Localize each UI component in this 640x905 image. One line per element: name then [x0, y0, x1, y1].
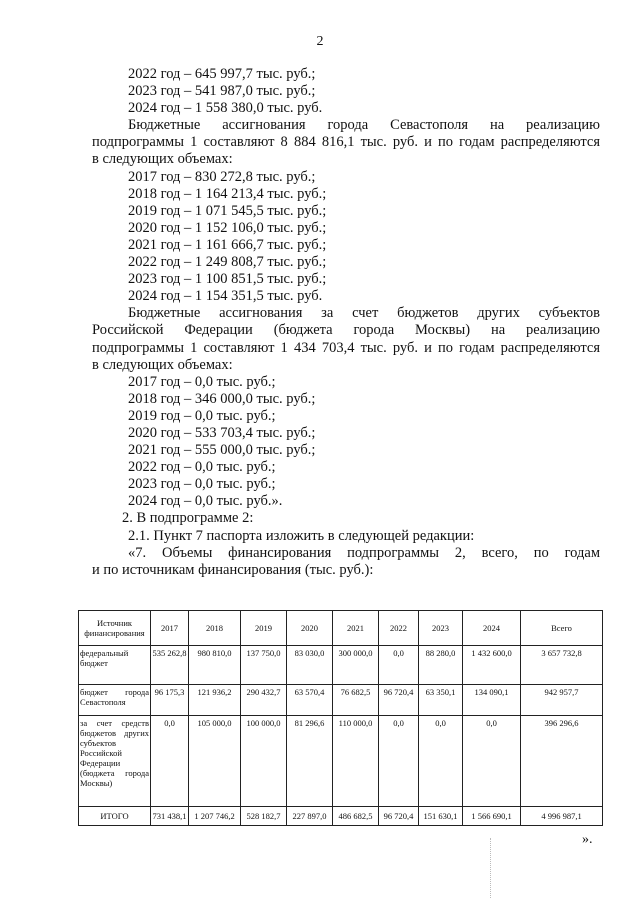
year-line: 2020 год – 1 152 106,0 тыс. руб.; [128, 219, 327, 236]
table-cell: 0,0 [379, 716, 419, 807]
table-cell: 96 720,4 [379, 807, 419, 826]
table-row [79, 646, 603, 685]
table-cell: 4 996 987,1 [521, 807, 603, 826]
table-header-cell: Всего [521, 611, 603, 646]
table-header-cell: 2019 [241, 611, 287, 646]
table-cell: 83 030,0 [287, 646, 333, 685]
table-cell: 63 570,4 [287, 685, 333, 716]
table-header-row [79, 611, 603, 646]
table-cell: 76 682,5 [333, 685, 379, 716]
year-line: 2022 год – 0,0 тыс. руб.; [128, 459, 276, 476]
table-header-cell: 2023 [419, 611, 463, 646]
table-cell: 0,0 [379, 646, 419, 685]
paragraph-sevastopol-budget [92, 117, 600, 168]
text-line: и по источникам финансирования (тыс. руб.): [92, 561, 374, 578]
table-cell: 88 280,0 [419, 646, 463, 685]
table-row [79, 685, 603, 716]
table-cell: 980 810,0 [189, 646, 241, 685]
financing-table [78, 610, 603, 826]
year-line: 2021 год – 555 000,0 тыс. руб.; [128, 442, 316, 459]
table-cell: 63 350,1 [419, 685, 463, 716]
table-cell: 0,0 [151, 716, 189, 807]
table-cell: 0,0 [419, 716, 463, 807]
table-cell: 227 897,0 [287, 807, 333, 826]
section-heading: 2. В подпрограмме 2: [122, 510, 254, 527]
year-line: 2020 год – 533 703,4 тыс. руб.; [128, 424, 316, 441]
scan-fold-mark [490, 838, 491, 898]
text-line: Бюджетные ассигнования за счет бюджетов других субъектов [128, 305, 600, 322]
table-cell: 151 630,1 [419, 807, 463, 826]
table-header-cell: 2020 [287, 611, 333, 646]
text-line: Российской Федерации (бюджета города Москвы) на реализацию [92, 322, 600, 339]
table-cell: 528 182,7 [241, 807, 287, 826]
table-header-cell: Источник финансирования [79, 611, 151, 646]
table-cell: 290 432,7 [241, 685, 287, 716]
year-line: 2017 год – 830 272,8 тыс. руб.; [128, 168, 316, 185]
paragraph-financing-volumes [92, 545, 600, 579]
text-line: 2023 год – 541 987,0 тыс. руб.; [128, 83, 316, 100]
table-cell: 535 262,8 [151, 646, 189, 685]
table-cell: 134 090,1 [463, 685, 521, 716]
table-cell: 121 936,2 [189, 685, 241, 716]
text-line: «7. Объемы финансирования подпрограммы 2, всего, по годам [128, 544, 600, 561]
table-header-cell: 2021 [333, 611, 379, 646]
closing-quote: ». [582, 832, 593, 847]
table-cell: 137 750,0 [241, 646, 287, 685]
row-label: бюджет города Севастополя [79, 685, 151, 716]
year-line: 2018 год – 346 000,0 тыс. руб.; [128, 390, 316, 407]
table-cell: 1 566 690,1 [463, 807, 521, 826]
table-cell: 81 296,6 [287, 716, 333, 807]
year-line: 2019 год – 1 071 545,5 тыс. руб.; [128, 202, 327, 219]
document-body [92, 66, 600, 579]
table-header-cell: 2022 [379, 611, 419, 646]
text-line: подпрограммы 1 составляют 8 884 816,1 тыс. руб. и по годам распределяются [92, 134, 600, 151]
paragraph-moscow-budget [92, 305, 600, 373]
table-cell: 300 000,0 [333, 646, 379, 685]
year-line: 2022 год – 1 249 808,7 тыс. руб.; [128, 254, 327, 271]
text-line: в следующих объемах: [92, 356, 233, 373]
year-line: 2024 год – 0,0 тыс. руб.». [128, 493, 283, 510]
row-label: федеральный бюджет [79, 646, 151, 685]
table-header-cell: 2018 [189, 611, 241, 646]
table-cell: 486 682,5 [333, 807, 379, 826]
table-row [79, 716, 603, 807]
table-cell: 396 296,6 [521, 716, 603, 807]
table-cell: 96 175,3 [151, 685, 189, 716]
table-cell: 110 000,0 [333, 716, 379, 807]
year-line: 2017 год – 0,0 тыс. руб.; [128, 373, 276, 390]
table-cell: 96 720,4 [379, 685, 419, 716]
text-line: 2022 год – 645 997,7 тыс. руб.; [128, 66, 316, 82]
table-cell: 100 000,0 [241, 716, 287, 807]
text-line: 2024 год – 1 558 380,0 тыс. руб. [128, 100, 323, 117]
text-line: Бюджетные ассигнования города Севастополя на реализацию [128, 117, 600, 134]
table-cell: 3 657 732,8 [521, 646, 603, 685]
text-line: подпрограммы 1 составляют 1 434 703,4 тыс. руб. и по годам распределяются [92, 339, 600, 356]
row-label: ИТОГО [79, 807, 151, 826]
row-label: за счет средств бюджетов других субъектов Российской Федерации (бюджета города Москвы) [79, 716, 151, 807]
table-cell: 1 207 746,2 [189, 807, 241, 826]
table-cell: 0,0 [463, 716, 521, 807]
year-line: 2023 год – 1 100 851,5 тыс. руб.; [128, 271, 327, 288]
year-line: 2024 год – 1 154 351,5 тыс. руб. [128, 288, 323, 305]
year-line: 2019 год – 0,0 тыс. руб.; [128, 407, 276, 424]
year-line: 2018 год – 1 164 213,4 тыс. руб.; [128, 185, 327, 202]
year-line: 2021 год – 1 161 666,7 тыс. руб.; [128, 236, 327, 253]
table-header-cell: 2017 [151, 611, 189, 646]
table-total-row [79, 807, 603, 826]
subsection-heading: 2.1. Пункт 7 паспорта изложить в следующей редакции: [128, 527, 475, 544]
text-line: в следующих объемах: [92, 151, 233, 168]
year-line: 2023 год – 0,0 тыс. руб.; [128, 476, 276, 493]
page-number: 2 [316, 34, 324, 49]
table-header-cell: 2024 [463, 611, 521, 646]
table-cell: 731 438,1 [151, 807, 189, 826]
table-cell: 1 432 600,0 [463, 646, 521, 685]
table-cell: 105 000,0 [189, 716, 241, 807]
table-cell: 942 957,7 [521, 685, 603, 716]
